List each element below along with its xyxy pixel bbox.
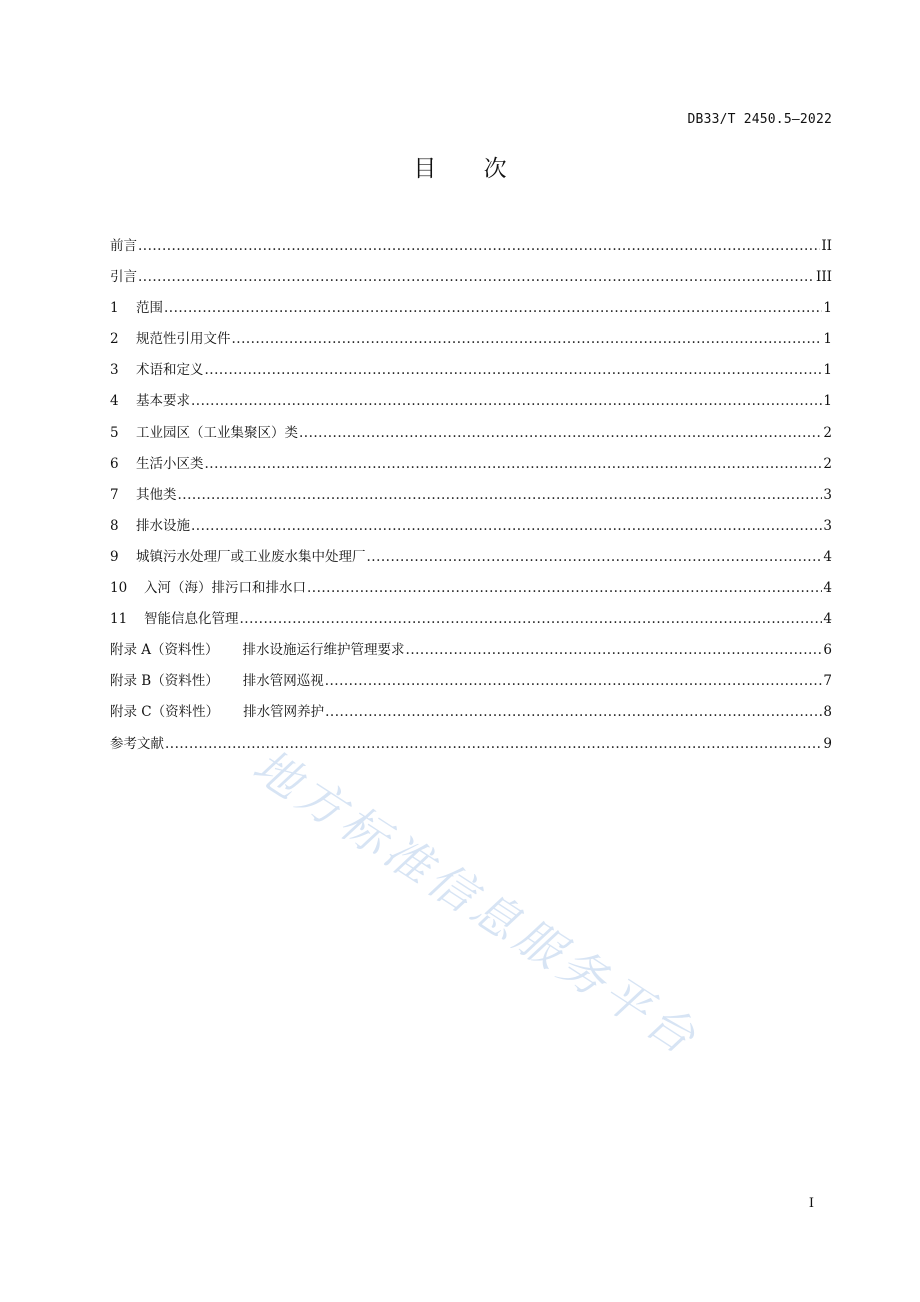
toc-entry-leader-dots [232,331,823,347]
toc-entry-appendix-title: 排水设施运行维护管理要求 [242,642,405,659]
toc-entry-label: 其他类 [136,486,177,503]
toc-entry-page: 1 [823,300,832,317]
toc-entry-leader-dots [325,673,823,689]
toc-entry-leader-dots [205,362,823,378]
toc-entry-number: 9 [110,548,119,565]
toc-entry[interactable] [110,265,832,296]
toc-entry[interactable] [110,607,832,638]
toc-entry-label: 规范性引用文件 [136,331,231,348]
toc-entry-leader-dots [138,269,815,285]
toc-entry[interactable] [110,327,832,358]
toc-entry-leader-dots [165,736,822,752]
toc-entry-label: 生活小区类 [136,455,204,472]
toc-entry-number: 2 [110,331,119,348]
toc-entry-page: 6 [823,642,832,659]
toc-entry[interactable] [110,421,832,452]
toc-entry-leader-dots [240,611,823,627]
toc-entry-appendix-title: 排水管网养护 [243,704,325,721]
toc-entry-label: 附录 B（资料性） [110,673,219,690]
toc-entry-page: 8 [823,704,832,721]
toc-entry[interactable] [110,296,832,327]
toc-entry-page: 1 [823,362,832,379]
toc-entry-label: 排水设施 [136,517,190,534]
toc-entry-leader-dots [138,238,820,254]
toc-entry-page: 3 [823,517,832,534]
toc-entry[interactable] [110,576,832,607]
toc-entry-leader-dots [205,456,823,472]
toc-entry-leader-dots [178,487,823,503]
toc-entry[interactable] [110,483,832,514]
toc-entry-page: 3 [823,486,832,503]
toc-entry-page: 9 [823,735,832,752]
page-title: 目 次 [413,156,507,182]
toc-entry-number: 6 [110,455,119,472]
toc-entry-number: 3 [110,362,119,379]
toc-entry-number: 1 [110,300,119,317]
toc-entry[interactable] [110,452,832,483]
toc-entry-label: 范围 [136,300,163,317]
watermark: 地方标准信息服务平台 [243,738,710,1067]
toc-entry-label: 附录 A（资料性） [110,642,219,659]
toc-entry-label: 术语和定义 [136,362,204,379]
toc-entry-leader-dots [325,704,822,720]
toc-entry-label: 附录 C（资料性） [110,704,220,721]
toc-entry[interactable] [110,732,832,763]
toc-entry-number: 8 [110,517,119,534]
toc-entry-number: 11 [110,611,128,628]
toc-entry-label: 智能信息化管理 [144,611,239,628]
toc-entry-page: 1 [823,393,832,410]
toc-entry[interactable] [110,389,832,420]
toc-entry-number: 10 [110,580,128,597]
toc-entry-leader-dots [164,300,822,316]
toc-entry-label: 参考文献 [110,735,164,752]
toc-entry-leader-dots [307,580,822,596]
toc-entry[interactable] [110,514,832,545]
toc-entry-page: II [821,238,832,254]
toc-entry-number: 4 [110,393,119,410]
toc-entry-appendix-title: 排水管网巡视 [242,673,324,690]
toc-entry[interactable] [110,358,832,389]
toc-entry-label: 城镇污水处理厂或工业废水集中处理厂 [136,548,366,565]
toc-entry-leader-dots [191,518,822,534]
toc-entry-label: 前言 [110,238,137,254]
toc-entry-number: 5 [110,424,119,441]
toc-entry-page: 1 [823,331,832,348]
toc-entry-page: 4 [823,580,832,597]
toc-entry[interactable] [110,545,832,576]
toc-entry-label: 入河（海）排污口和排水口 [144,580,306,597]
toc-entry-leader-dots [406,642,823,658]
toc-entry-label: 引言 [110,269,137,286]
toc-entry[interactable] [110,700,832,731]
document-code: DB33/T 2450.5—2022 [687,112,832,127]
toc-entry-page: 4 [823,611,832,628]
toc-entry-page: 4 [823,548,832,565]
toc-entry-leader-dots [191,393,822,409]
toc-entry-page: 2 [823,424,832,441]
toc-entry-label: 工业园区（工业集聚区）类 [136,424,298,441]
toc-entry[interactable] [110,234,832,265]
table-of-contents [110,234,832,763]
page-number: I [808,1196,814,1211]
toc-entry-label: 基本要求 [136,393,190,410]
toc-entry-leader-dots [367,549,823,565]
toc-entry-leader-dots [299,425,822,441]
toc-entry[interactable] [110,669,832,700]
toc-entry-number: 7 [110,486,119,503]
toc-entry-page: 2 [823,455,832,472]
toc-entry[interactable] [110,638,832,669]
toc-entry-page: 7 [823,673,832,690]
toc-entry-page: III [816,269,832,286]
